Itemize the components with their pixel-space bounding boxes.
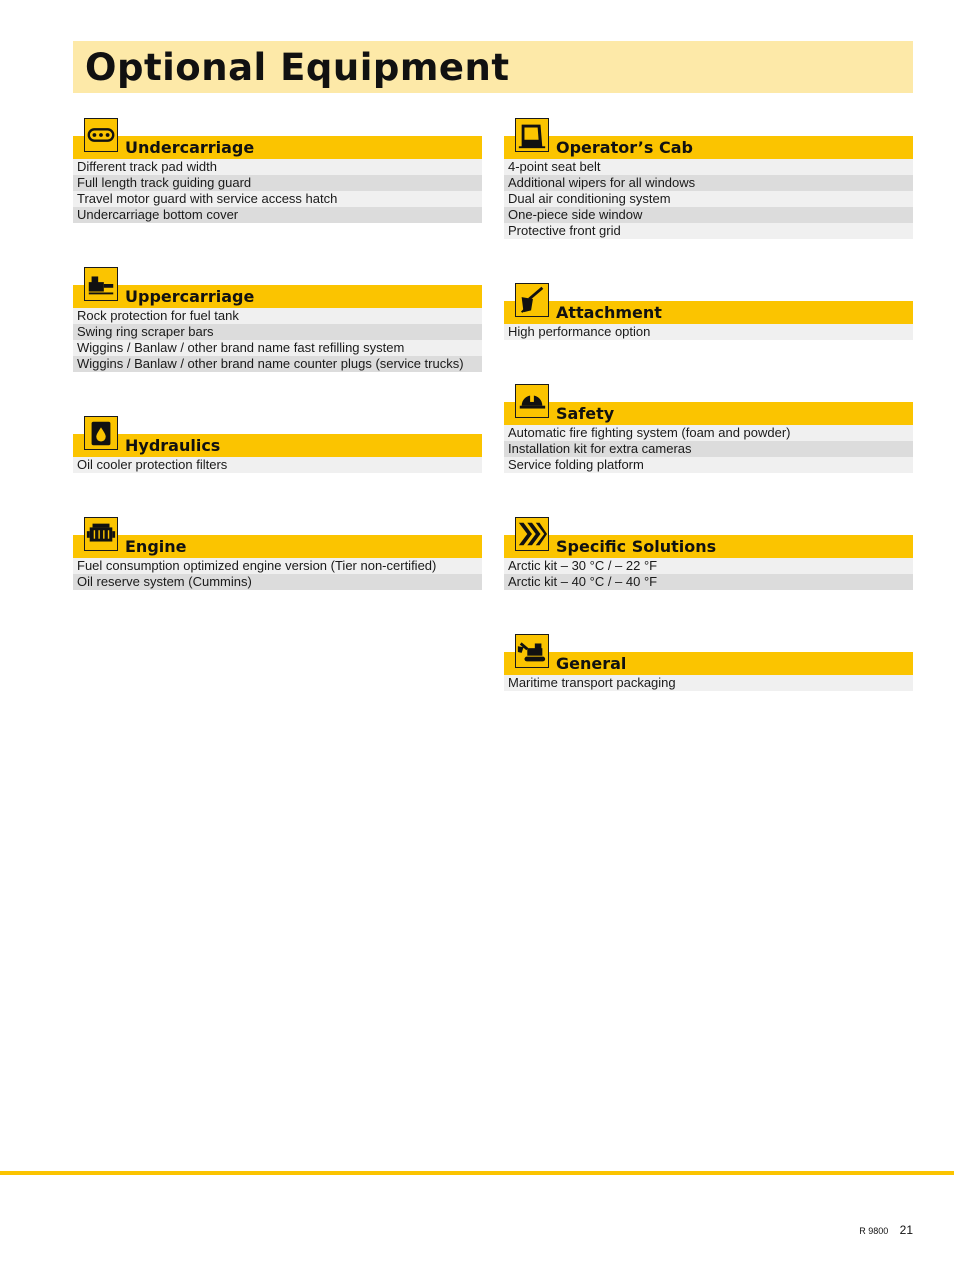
section-header (504, 301, 913, 324)
section-header (504, 136, 913, 159)
list-item: 4-point seat belt (504, 159, 913, 175)
bucket-icon (515, 283, 549, 317)
item-list (504, 425, 913, 473)
list-item: Full length track guiding guard (73, 175, 482, 191)
section-title: Attachment (556, 303, 662, 322)
section-title: Operator’s Cab (556, 138, 693, 157)
section-header (73, 434, 482, 457)
list-item: Arctic kit – 40 °C / – 40 °F (504, 574, 913, 590)
item-list (504, 159, 913, 239)
page-title: Optional Equipment (85, 46, 510, 89)
section-header (504, 535, 913, 558)
arrows-icon (515, 517, 549, 551)
list-item: Arctic kit – 30 °C / – 22 °F (504, 558, 913, 574)
list-item: Rock protection for fuel tank (73, 308, 482, 324)
title-band (73, 41, 913, 93)
list-item: Maritime transport packaging (504, 675, 913, 691)
item-list (504, 324, 913, 340)
item-list (73, 558, 482, 590)
section-title: Uppercarriage (125, 287, 255, 306)
list-item: Swing ring scraper bars (73, 324, 482, 340)
engine-icon (84, 517, 118, 551)
section-title: Undercarriage (125, 138, 255, 157)
list-item: Wiggins / Banlaw / other brand name fast refilling system (73, 340, 482, 356)
list-item: Oil cooler protection filters (73, 457, 482, 473)
list-item: Installation kit for extra cameras (504, 441, 913, 457)
hard-hat-icon (515, 384, 549, 418)
list-item: Service folding platform (504, 457, 913, 473)
item-list (504, 558, 913, 590)
list-item: Protective front grid (504, 223, 913, 239)
list-item: Different track pad width (73, 159, 482, 175)
list-item: One-piece side window (504, 207, 913, 223)
section-header (73, 285, 482, 308)
section-header (504, 652, 913, 675)
list-item: Wiggins / Banlaw / other brand name counter plugs (service trucks) (73, 356, 482, 372)
section-header (504, 402, 913, 425)
section-header (73, 535, 482, 558)
list-item: High performance option (504, 324, 913, 340)
list-item: Undercarriage bottom cover (73, 207, 482, 223)
list-item: Travel motor guard with service access hatch (73, 191, 482, 207)
item-list (73, 159, 482, 223)
list-item: Dual air conditioning system (504, 191, 913, 207)
section-title: Engine (125, 537, 187, 556)
section-title: Specific Solutions (556, 537, 717, 556)
list-item: Oil reserve system (Cummins) (73, 574, 482, 590)
list-item: Additional wipers for all windows (504, 175, 913, 191)
oil-drop-icon (84, 416, 118, 450)
footer-rule (0, 1171, 954, 1175)
excavator-upper-icon (84, 267, 118, 301)
section-header (73, 136, 482, 159)
excavator-icon (515, 634, 549, 668)
item-list (504, 675, 913, 691)
section-title: Safety (556, 404, 615, 423)
section-title: General (556, 654, 627, 673)
track-icon (84, 118, 118, 152)
section-title: Hydraulics (125, 436, 221, 455)
page-number: 21 (899, 1223, 913, 1237)
cab-icon (515, 118, 549, 152)
footer (859, 1223, 913, 1237)
item-list (73, 457, 482, 473)
list-item: Fuel consumption optimized engine version (Tier non-certified) (73, 558, 482, 574)
document-code: R 9800 (859, 1226, 889, 1236)
list-item: Automatic fire fighting system (foam and powder) (504, 425, 913, 441)
item-list (73, 308, 482, 372)
